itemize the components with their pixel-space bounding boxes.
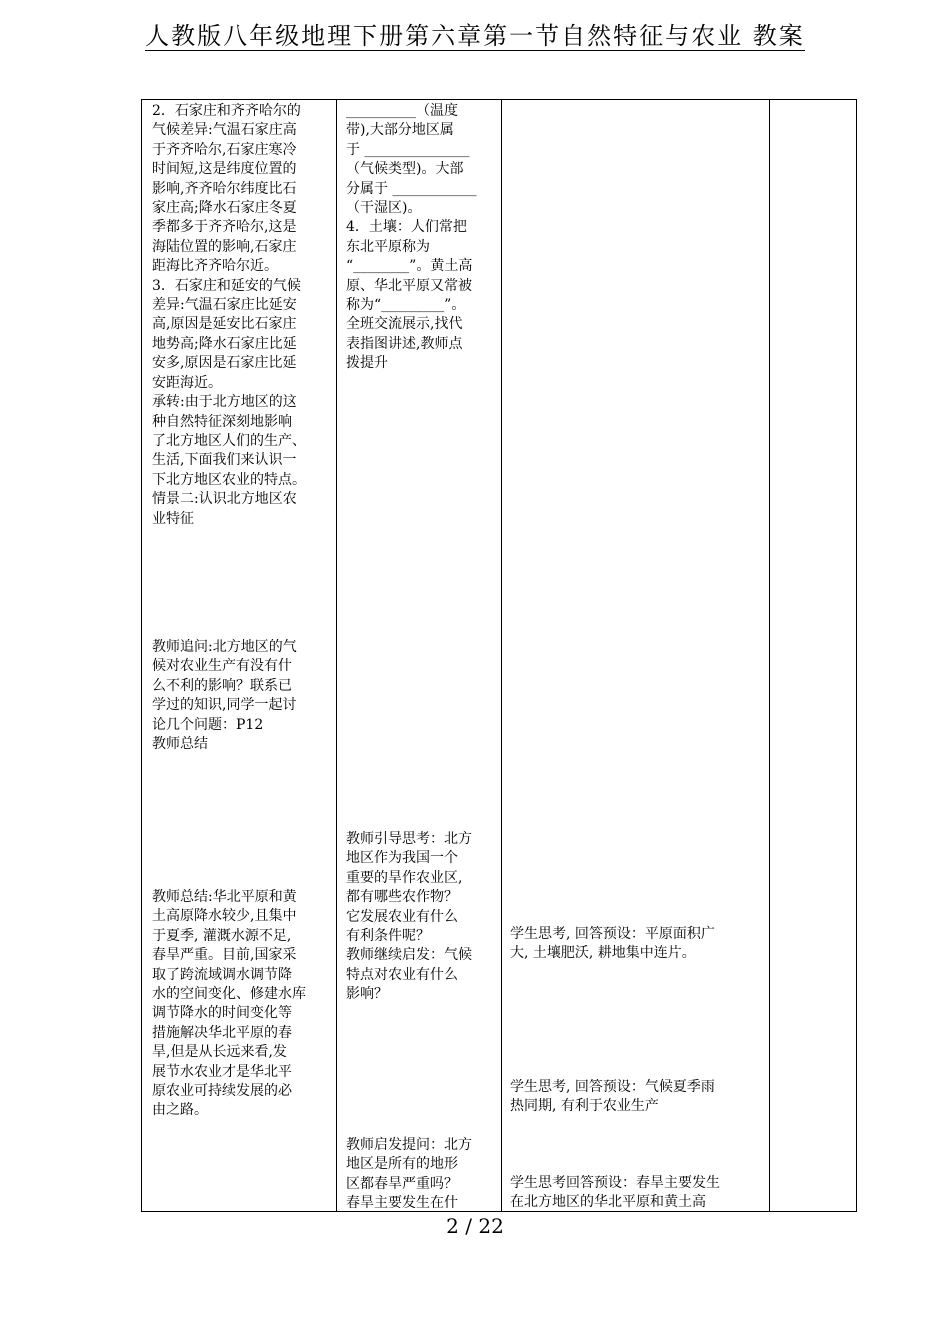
design-intent-text-3: 学生思考回答预设：春旱主要发生 在北方地区的华北平原和黄土高	[510, 1175, 720, 1211]
student-activity-text-3: 教师启发提问：北方 地区是所有的地形 区都春旱严重吗？ 春旱主要发生在什	[346, 1137, 472, 1212]
teacher-activity-text-3: 教师总结:华北平原和黄 土高原降水较少,且集中 于夏季, 灌溉水源不足, 春旱严重。目前,国家采 取了跨流域调水调节降 水的空间变化、修建水库 调节降水的时间变化等 措施解决华北平原的春 旱,但是从长远来看,发 展节水农业才是华北平 原农业可持续发展的必 由之路。	[152, 889, 306, 1119]
page-header	[145, 8, 805, 51]
design-intent-text-1: 学生思考, 回答预设：平原面积广 大, 土壤肥沃, 耕地集中连片。	[510, 926, 715, 962]
column-divider	[769, 100, 770, 1211]
teacher-activity-text-1: 2．石家庄和齐齐哈尔的 气候差异:气温石家庄高 于齐齐哈尔,石家庄寒冷 时间短,这是纬度位置的 影响,齐齐哈尔纬度比石 家庄高;降水石家庄冬夏 季都多于齐齐哈尔,这是 海陆位置的影响,石家庄 距海比齐齐哈尔近。 3．石家庄和延安的气候 差异:气温石家庄比延安 高,原因是延安比石家庄 地势高;降水石家庄比延 安多,原因是石家庄比延 安距海近。 承转:由于北方地区的这 种自然特征深刻地影响 了北方地区人们的生产、 生活,下面我们来认识一 下北方地区农业的特点。 情景二:认识北方地区农 业特征	[152, 103, 306, 527]
document-title: 人教版八年级地理下册第六章第一节自然特征与农业 教案	[145, 22, 805, 50]
lesson-table	[141, 99, 857, 1212]
design-intent-text-2: 学生思考, 回答预设：气候夏季雨 热同期, 有利于农业生产	[510, 1079, 715, 1115]
column-divider	[501, 100, 502, 1211]
teacher-activity-text-2: 教师追问:北方地区的气 候对农业生产有没有什 么不利的影响？联系已 学过的知识,同学一起讨 论几个问题：P12 教师总结	[152, 639, 297, 753]
student-activity-text-2: 教师引导思考：北方 地区作为我国一个 重要的旱作农业区, 都有哪些农作物？ 它发展农业有什么 有利条件呢？ 教师继续启发：气候 特点对农业有什么 影响？	[346, 831, 472, 1003]
student-activity-text-1: __________（温度 带),大部分地区属 于 _______________ （气候类型)。大部 分属于 ____________ （干湿区)。 4．土壤：人们常把 东北平原称为 “________”。黄土高 原、华北平原又常被 称为“_________”。 全班交流展示,找代 表指图讲述,教师点 拨提升	[346, 103, 477, 372]
page-number: 2 / 22	[446, 1214, 504, 1238]
column-divider	[336, 100, 337, 1211]
